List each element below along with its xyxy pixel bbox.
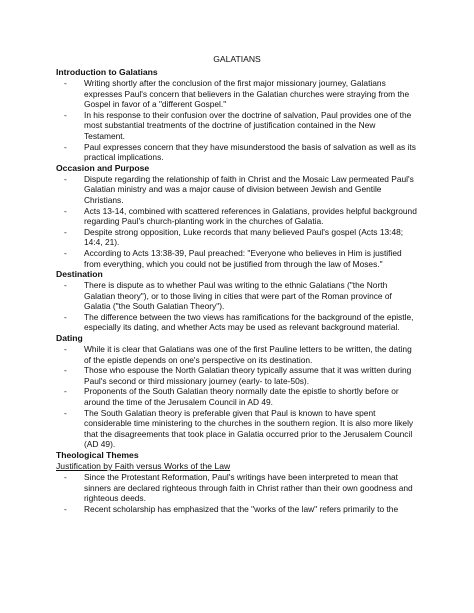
bullet-item: - Since the Protestant Reformation, Paul's writings have been interpreted to mean that sinners are declared righteous through faith in Christ rather than their own goodness and righteous deeds. (84, 472, 418, 504)
bullet-list (56, 472, 418, 514)
bullet-item: - Acts 13-14, combined with scattered references in Galatians, provides helpful background regarding Paul's church-planting work in the churches of Galatia. (84, 206, 418, 227)
bullet-list (56, 174, 418, 269)
section-heading: Theological Themes (56, 450, 139, 460)
bullet-list (56, 344, 418, 450)
bullet-item: - Paul expresses concern that they have misunderstood the basis of salvation as well as its practical implications. (84, 142, 418, 163)
bullet-item: - The South Galatian theory is preferable given that Paul is known to have spent considerable time ministering to the churches in the southern region. It is also more likely that the disagreements that took place in Galatia occurred prior to the Jerusalem Council (AD 49). (84, 408, 418, 450)
section-dating (56, 333, 418, 450)
bullet-list (56, 280, 418, 333)
section-heading: Occasion and Purpose (56, 162, 150, 173)
section-theological-themes (56, 450, 418, 514)
bullet-item: - Despite strong opposition, Luke records that many believed Paul's gospel (Acts 13:48; 14:4, 21). (84, 227, 418, 248)
bullet-item: - Dispute regarding the relationship of faith in Christ and the Mosaic Law permeated Paul's Galatian ministry and was a major cause of division between Jewish and Gentile Christians. (84, 174, 418, 206)
bullet-item: - Proponents of the South Galatian theory normally date the epistle to shortly before or around the time of the Jerusalem Council in AD 49. (84, 386, 418, 407)
bullet-item: - Writing shortly after the conclusion of the first major missionary journey, Galatians expresses Paul's concern that believers in the Galatian churches were straying from the Gospel in favor of a "different Gospel." (84, 78, 418, 110)
subsection-heading: Justification by Faith versus Works of the Law (56, 461, 231, 471)
section-destination (56, 269, 418, 333)
section-introduction (56, 67, 418, 163)
bullet-item: - In his response to their confusion over the doctrine of salvation, Paul provides one of the most substantial treatments of the doctrine of justification contained in the New Testament. (84, 110, 418, 142)
section-heading: Dating (56, 333, 83, 344)
section-occasion-purpose (56, 163, 418, 269)
section-heading: Introduction to Galatians (56, 67, 158, 77)
bullet-item: - There is dispute as to whether Paul was writing to the ethnic Galatians ("the North Galatian theory"), or to those living in cities that were part of the Roman province of Galatia ("the South Galatian Theory"). (84, 280, 418, 312)
bullet-item: - According to Acts 13:38-39, Paul preached: "Everyone who believes in Him is justified from everything, which you could not be justified from through the law of Moses." (84, 248, 418, 269)
bullet-item: - Recent scholarship has emphasized that the "works of the law" refers primarily to the (84, 504, 418, 515)
section-heading: Destination (56, 269, 103, 280)
document-title: GALATIANS (213, 54, 261, 64)
bullet-item: - The difference between the two views has ramifications for the background of the epistle, especially its dating, and whether Acts may be used as relevant background material. (84, 312, 418, 333)
bullet-item: - Those who espouse the North Galatian theory typically assume that it was written during Paul's second or third missionary journey (early- to late-50s). (84, 365, 418, 386)
bullet-item: - While it is clear that Galatians was one of the first Pauline letters to be written, the dating of the epistle depends on one's perspective on its destination. (84, 344, 418, 365)
bullet-list (56, 78, 418, 163)
